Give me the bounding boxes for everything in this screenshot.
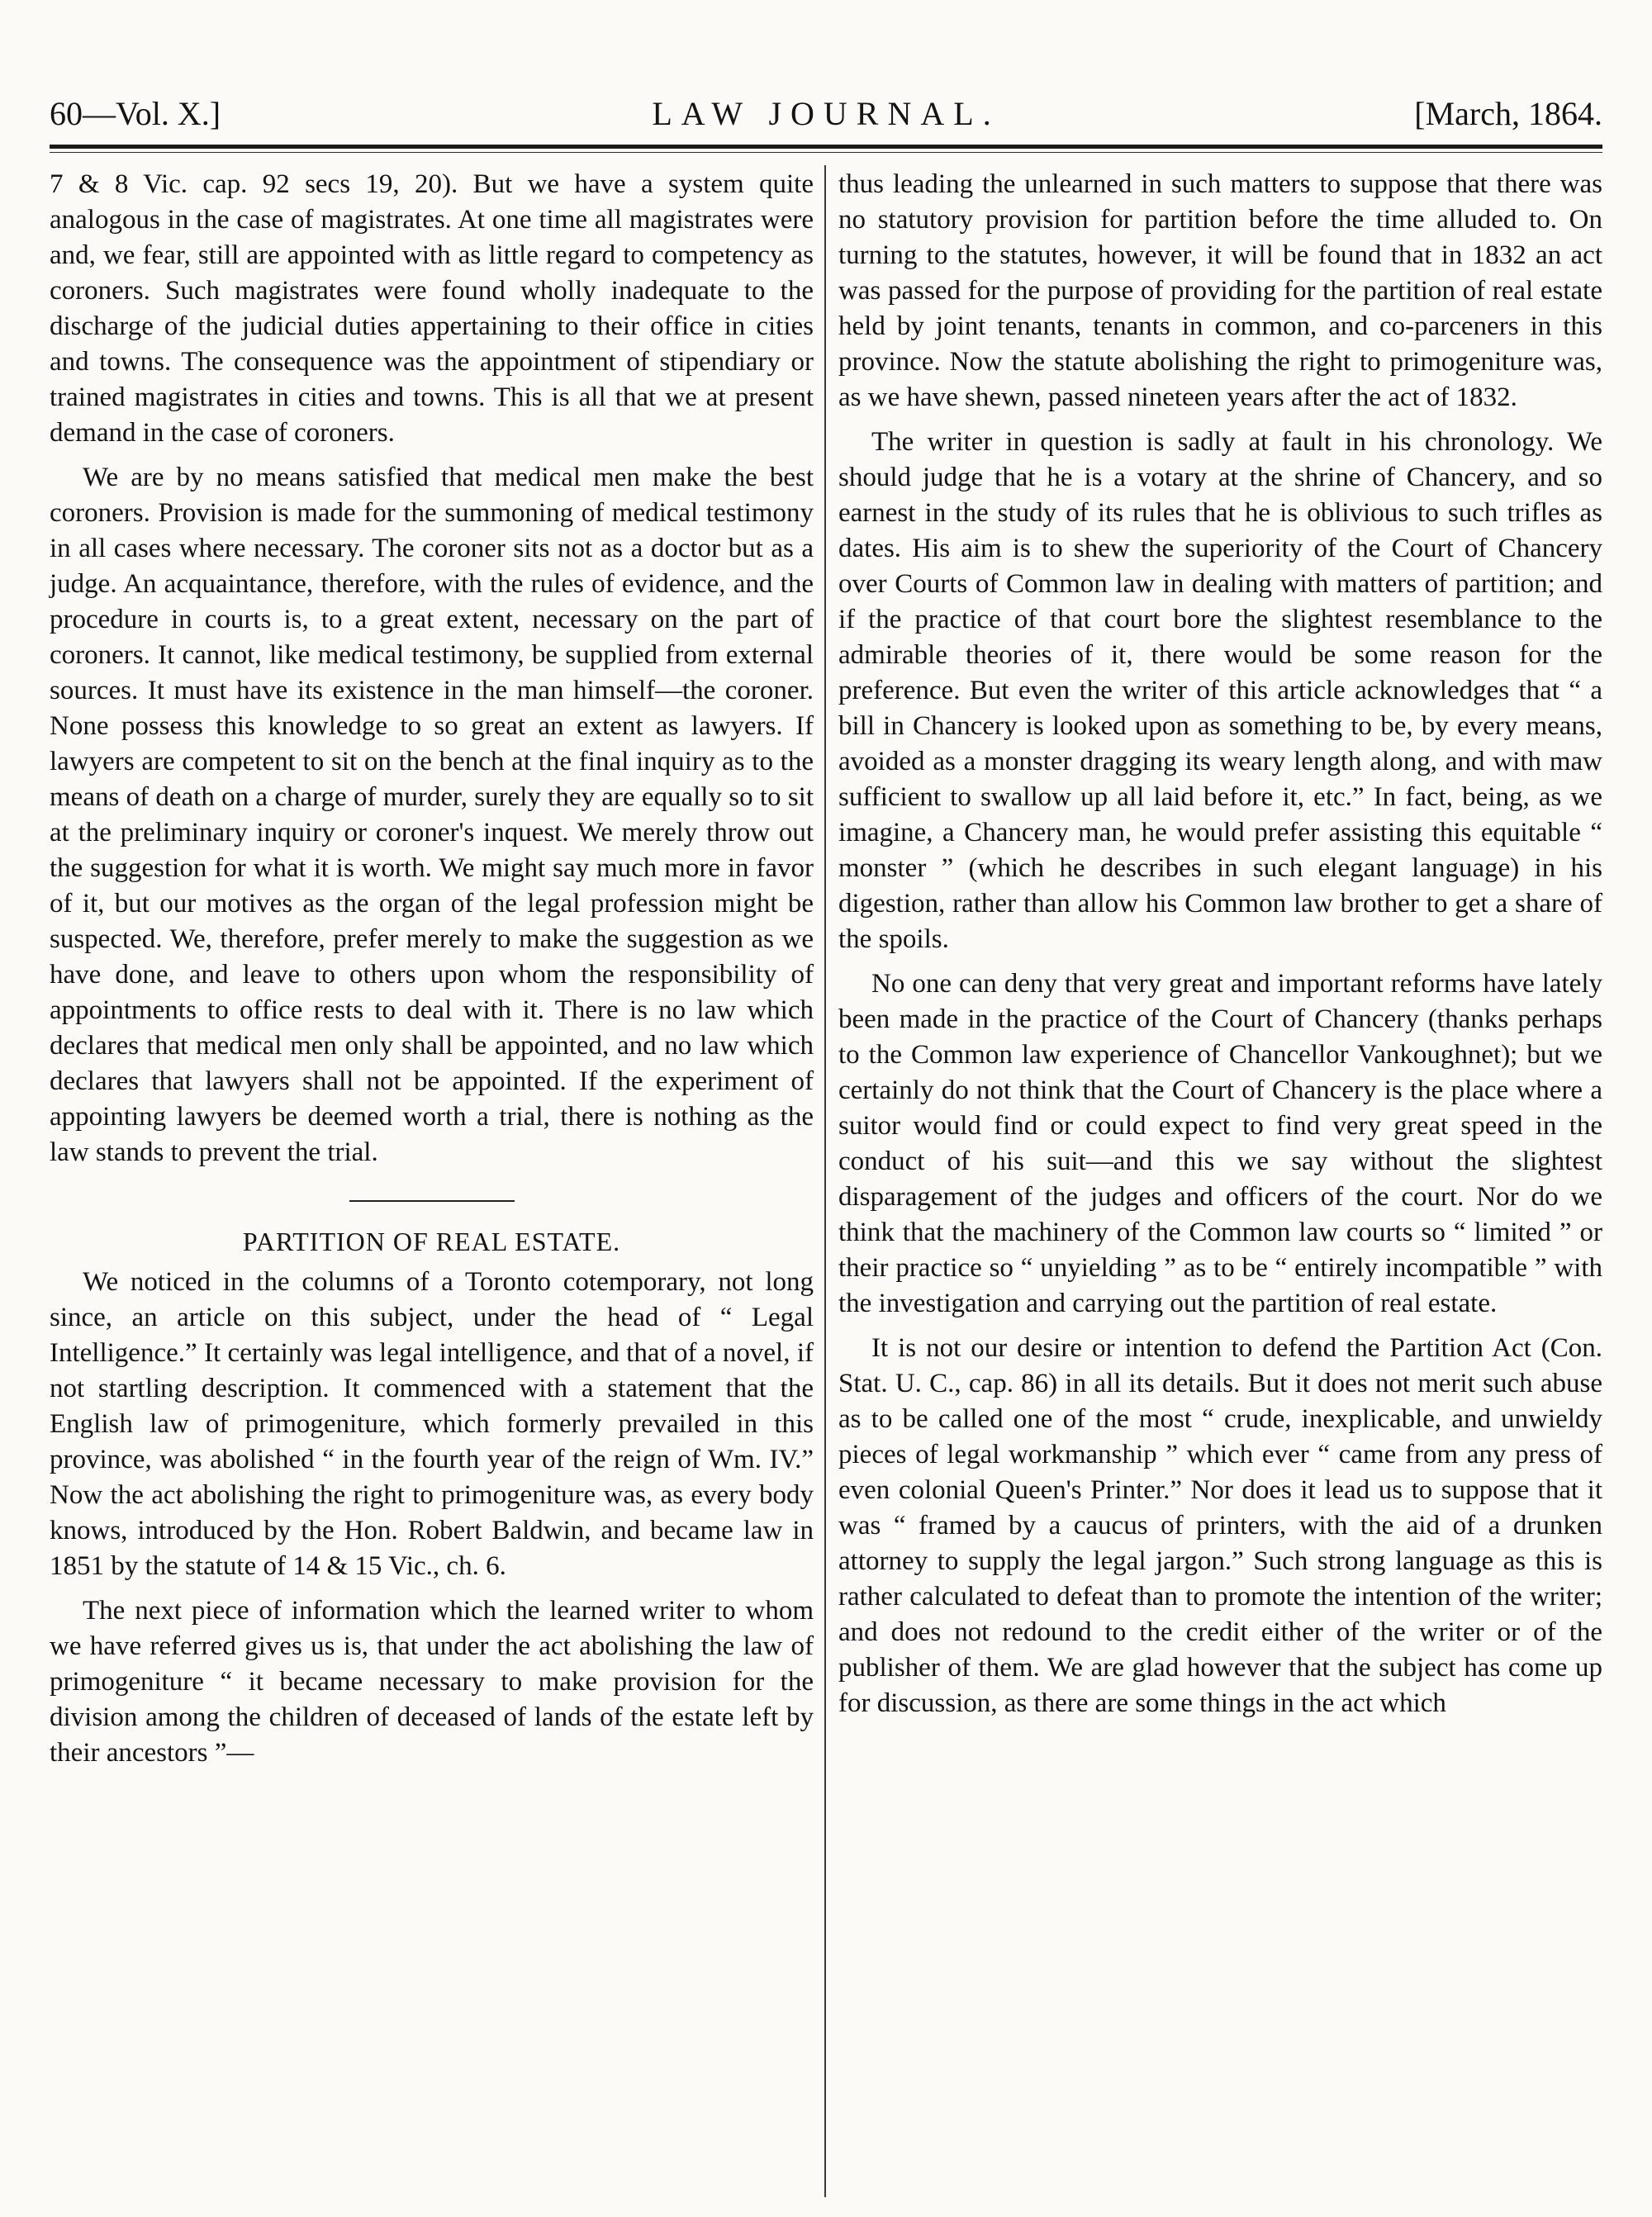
left-column <box>50 167 814 1780</box>
paragraph: The next piece of information which the learned writer to whom we have referred gives us is, that under the act abolishing the law of primogeniture “ it became necessary to make provision for the division among the children of deceased of lands of the estate left by their ancestors ”— <box>50 1596 814 1768</box>
paragraph: thus leading the unlearned in such matters to suppose that there was no statutory provision for partition before the time alluded to. On turning to the statutes, however, it will be found that in 1832 an act was passed for the purpose of providing for the partition of real estate held by joint tenants, tenants in common, and co-parceners in this province. Now the statute abolishing the right to primogeniture was, as we have shewn, passed nineteen years after the act of 1832. <box>838 169 1602 412</box>
section-divider <box>349 1200 515 1202</box>
right-column <box>838 167 1602 1730</box>
paragraph: We noticed in the columns of a Toronto cotemporary, not long since, an article on this subject, under the head of “ Legal Intelligence.” It certainly was legal intelligence, and that of a novel, if not startling description. It commenced with a statement that the English law of primogeniture, which formerly prevailed in this province, was abolished “ in the fourth year of the reign of Wm. IV.” Now the act abolishing the right to primogeniture was, as every body knows, introduced by the Hon. Robert Baldwin, and became law in 1851 by the statute of 14 & 15 Vic., ch. 6. <box>50 1267 814 1581</box>
column-divider <box>824 165 826 2197</box>
running-header <box>50 89 1602 139</box>
paragraph: 7 & 8 Vic. cap. 92 secs 19, 20). But we have a system quite analogous in the case of magistrates. At one time all magistrates were and, we fear, still are appointed with as little regard to competency as coroners. Such magistrates were found wholly inadequate to the discharge of the judicial duties appertaining to their office in cities and towns. The consequence was the appointment of stipendiary or trained magistrates in cities and towns. This is all that we at present demand in the case of coroners. <box>50 169 814 448</box>
header-rule-thick <box>50 145 1602 149</box>
issue-date: [March, 1864. <box>1414 95 1602 132</box>
page-volume-label: 60—Vol. X.] <box>50 95 221 132</box>
paragraph: The writer in question is sadly at fault in his chronology. We should judge that he is a votary at the shrine of Chancery, and so earnest in the study of its rules that he is oblivious to such trifles as dates. His aim is to shew the superiority of the Court of Chancery over Courts of Common law in dealing with matters of partition; and if the practice of that court bore the slightest resemblance to the admirable theories of it, there would be some reason for the preference. But even the writer of this article acknowledges that “ a bill in Chancery is looked upon as something to be, by every means, avoided as a monster dragging its weary length along, and with maw sufficient to swallow up all laid before it, etc.” In fact, being, as we imagine, a Chancery man, he would prefer assisting this equitable “ monster ” (which he describes in such elegant language) in his digestion, rather than allow his Common law brother to get a share of the spoils. <box>838 427 1602 954</box>
paragraph: It is not our desire or intention to defend the Partition Act (Con. Stat. U. C., cap. 86) in all its details. But it does not merit such abuse as to be called one of the most “ crude, inexplicable, and unwieldy pieces of legal workmanship ” which ever “ came from any press of even colonial Queen's Printer.” Nor does it lead us to suppose that it was “ framed by a caucus of printers, with the aid of a drunken attorney to supply the legal jargon.” Such strong language as this is rather calculated to defeat than to promote the intention of the writer; and does not redound to the credit either of the writer or of the publisher of them. We are glad however that the subject has come up for discussion, as there are some things in the act which <box>838 1333 1602 1718</box>
paragraph: No one can deny that very great and important reforms have lately been made in the practice of the Court of Chancery (thanks perhaps to the Common law experience of Chancellor Vankoughnet); but we certainly do not think that the Court of Chancery is the place where a suitor would find or could expect to find very great speed in the conduct of his suit—and this we say without the slightest disparagement of the judges and officers of the court. Nor do we think that the machinery of the Common law courts so “ limited ” or their practice so “ unyielding ” as to be “ entirely incompatible ” with the investigation and carrying out the partition of real estate. <box>838 969 1602 1318</box>
journal-title: LAW JOURNAL. <box>652 95 1000 132</box>
section-heading: PARTITION OF REAL ESTATE. <box>242 1227 621 1256</box>
header-rule-thin <box>50 152 1602 153</box>
paragraph: We are by no means satisfied that medical men make the best coroners. Provision is made for the summoning of medical testimony in all cases where necessary. The coroner sits not as a doctor but as a judge. An acquaintance, therefore, with the rules of evidence, and the procedure in courts is, to a great extent, necessary on the part of coroners. It cannot, like medical testimony, be supplied from external sources. It must have its existence in the man himself—the coroner. None possess this knowledge to so great an extent as lawyers. If lawyers are competent to sit on the bench at the final inquiry as to the means of death on a charge of murder, surely they are equally so to sit at the preliminary inquiry or coroner's inquest. We merely throw out the suggestion for what it is worth. We might say much more in favor of it, but our motives as the organ of the legal profession might be suspected. We, therefore, prefer merely to make the suggestion as we have done, and leave to others upon whom the responsibility of appointments to office rests to deal with it. There is no law which declares that medical men only shall be appointed, and no law which declares that lawyers shall not be appointed. If the experiment of appointing lawyers be deemed worth a trial, there is nothing as the law stands to prevent the trial. <box>50 463 814 1167</box>
